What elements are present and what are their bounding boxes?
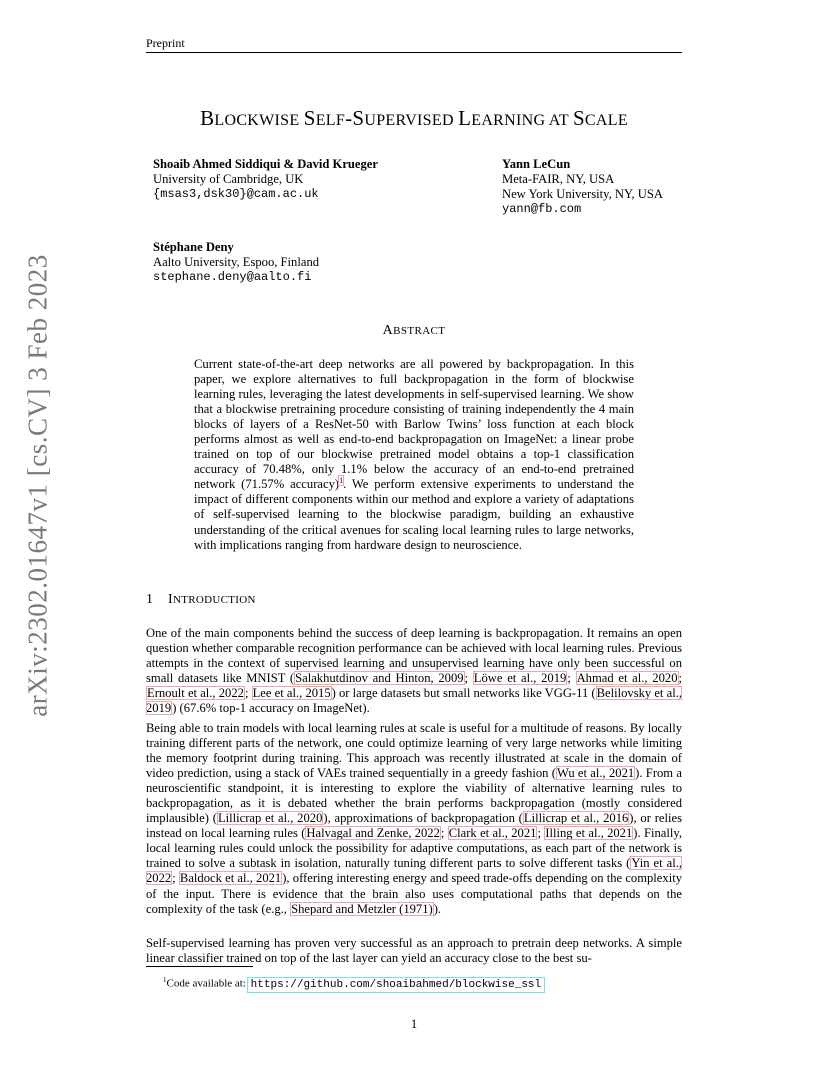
title-part: B: [200, 106, 215, 130]
author-names: Shoaib Ahmed Siddiqui & David Krueger: [153, 157, 378, 171]
header-rule: [146, 52, 682, 53]
code-url-link[interactable]: https://github.com/shoaibahmed/blockwise_ssl: [250, 978, 542, 991]
author-affiliation: Aalto University, Espoo, Finland: [153, 255, 320, 269]
text-run: ). From a neuroscientific standpoint, it is interesting to explore the viability of alternative learning rules to backpropagation, as it is debated whether the brain performs backpropagation (mostly considered implausible) (: [146, 766, 682, 826]
citation-link[interactable]: Baldock et al., 2021: [179, 871, 282, 886]
abstract-heading-cap: A: [382, 323, 394, 338]
text-run: ;: [172, 871, 179, 886]
citation-link[interactable]: Wu et al., 2021: [556, 766, 635, 781]
author-email[interactable]: {msas3,dsk30}@cam.ac.uk: [153, 187, 319, 201]
text-run: ;: [244, 686, 252, 701]
author-email[interactable]: stephane.deny@aalto.fi: [153, 270, 312, 284]
abstract-text: . We perform extensive experiments to understand the impact of different components within our method and explore a variety of adaptations of self-supervised learning to the blockwise paradigm, building an exhaustive understanding of the critical avenues for scaling local learning rules to large networks, with implications ranging from hardware design to neuroscience.: [194, 477, 634, 552]
citation-link[interactable]: Ernoult et al., 2022: [147, 686, 244, 701]
section-heading: [146, 592, 256, 608]
abstract-heading: [0, 323, 828, 339]
title-part: S: [572, 106, 585, 130]
footnote-rule: [146, 966, 253, 967]
author-block-1: [153, 157, 378, 202]
title-part: CALE: [584, 112, 628, 129]
text-run: One of the main components behind the success of deep learning is backpropagation. It remains an open question whether comparable recognition performance can be achieved with local learning rules. Previous attempts in the context of supervised learning and unsupervised learning have only been successful on small datasets like MNIST (: [146, 626, 682, 686]
citation-link[interactable]: Yin et al., 2022: [146, 856, 682, 886]
citation-link[interactable]: Salakhutdinov and Hinton, 2009: [295, 671, 464, 686]
paragraph-1: [146, 626, 682, 716]
citation-link[interactable]: Lillicrap et al., 2016: [523, 811, 629, 826]
abstract-body: [194, 357, 634, 553]
section-title-cap: I: [168, 592, 173, 607]
text-run: ), approximations of backpropagation (: [323, 811, 523, 826]
author-affiliation: New York University, NY, USA: [502, 187, 663, 201]
title-part: UPERVISED: [364, 112, 459, 129]
paragraph-2: [146, 721, 682, 917]
text-run: ;: [440, 826, 448, 841]
page-number: 1: [410, 1017, 418, 1031]
citation-link[interactable]: Illing et al., 2021: [545, 826, 633, 841]
text-run: ).: [433, 901, 442, 916]
author-affiliation: Meta-FAIR, NY, USA: [502, 172, 615, 186]
author-names: Yann LeCun: [502, 157, 571, 171]
section-number: 1: [146, 592, 154, 607]
arxiv-identifier[interactable]: arXiv:2302.01647v1 [cs.CV] 3 Feb 2023: [22, 254, 53, 717]
footnote-marker[interactable]: 1: [339, 476, 344, 486]
text-run: ) (67.6% top-1 accuracy on ImageNet).: [172, 701, 370, 716]
citation-link[interactable]: Shepard and Metzler (1971): [291, 901, 433, 916]
section-title-rest: NTRODUCTION: [172, 594, 256, 606]
footnote: [163, 976, 543, 991]
abstract-heading-rest: BSTRACT: [393, 325, 446, 337]
title-part: S: [303, 106, 316, 130]
footnote-number: 1: [163, 976, 167, 984]
title-part: EARNING AT: [471, 112, 573, 129]
citation-link[interactable]: Belilovsky et al., 2019: [146, 686, 682, 716]
abstract-text: Current state-of-the-art deep networks are all powered by backpropagation. In this paper, we explore alternatives to full backpropagation in the form of blockwise learning rules, leveraging the latest developments in self-supervised learning. We show that a blockwise pretraining procedure consisting of training independently the 4 main blocks of layers of a ResNet-50 with Barlow Twins’ loss function at each block performs almost as well as end-to-end backpropagation on ImageNet: a linear probe trained on top of our blockwise pretrained model obtains a top-1 classification accuracy of 70.48%, only 1.1% below the accuracy of an end-to-end pretrained network (71.57% accuracy): [194, 357, 634, 492]
author-names: Stéphane Deny: [153, 240, 234, 254]
paper-title: [0, 106, 828, 131]
citation-link[interactable]: Lillicrap et al., 2020: [217, 811, 323, 826]
footnote-label: Code available at:: [166, 977, 249, 990]
title-part: -S: [345, 106, 365, 130]
title-part: ELF: [315, 112, 346, 129]
citation-link[interactable]: Halvagal and Zenke, 2022: [306, 826, 440, 841]
text-run: ) or large datasets but small networks like VGG-11 (: [331, 686, 596, 701]
author-affiliation: University of Cambridge, UK: [153, 172, 304, 186]
author-email[interactable]: yann@fb.com: [502, 202, 582, 216]
title-part: L: [458, 106, 472, 130]
author-block-2: [502, 157, 663, 217]
citation-link[interactable]: Lee et al., 2015: [252, 686, 331, 701]
author-block-3: [153, 240, 319, 285]
citation-link[interactable]: Ahmad et al., 2020: [576, 671, 678, 686]
text-run: ;: [567, 671, 576, 686]
text-run: ;: [678, 671, 682, 686]
header-label: Preprint: [146, 36, 185, 50]
text-run: ;: [537, 826, 545, 841]
text-run: ;: [464, 671, 473, 686]
citation-link[interactable]: Löwe et al., 2019: [473, 671, 567, 686]
text-run: Being able to train models with local learning rules at scale is useful for a multitude of reasons. By locally training different parts of the network, one could optimize learning of very large networks while limiting the memory footprint during training. This approach was recently illustrated at scale in the domain of video prediction, using a stack of VAEs trained sequentially in a greedy fashion (: [146, 721, 682, 781]
paragraph-3: Self-supervised learning has proven very successful as an approach to pretrain deep networks. A simple linear classifier trained on top of the last layer can yield an accuracy close to the best su-: [146, 936, 682, 966]
text-run: ), or relies instead on local learning rules (: [146, 811, 682, 841]
title-part: LOCKWISE: [214, 112, 304, 129]
text-run: ), offering interesting energy and speed trade-offs depending on the complexity of the input. There is evidence that the brain also uses computational paths that depends on the complexity of the task (e.g.,: [146, 871, 682, 916]
text-run: ). Finally, local learning rules could unlock the possibility for adaptive computations, as each part of the network is trained to solve a subtask in isolation, naturally tuning different parts to solve different tasks (: [146, 826, 682, 871]
citation-link[interactable]: Clark et al., 2021: [448, 826, 537, 841]
